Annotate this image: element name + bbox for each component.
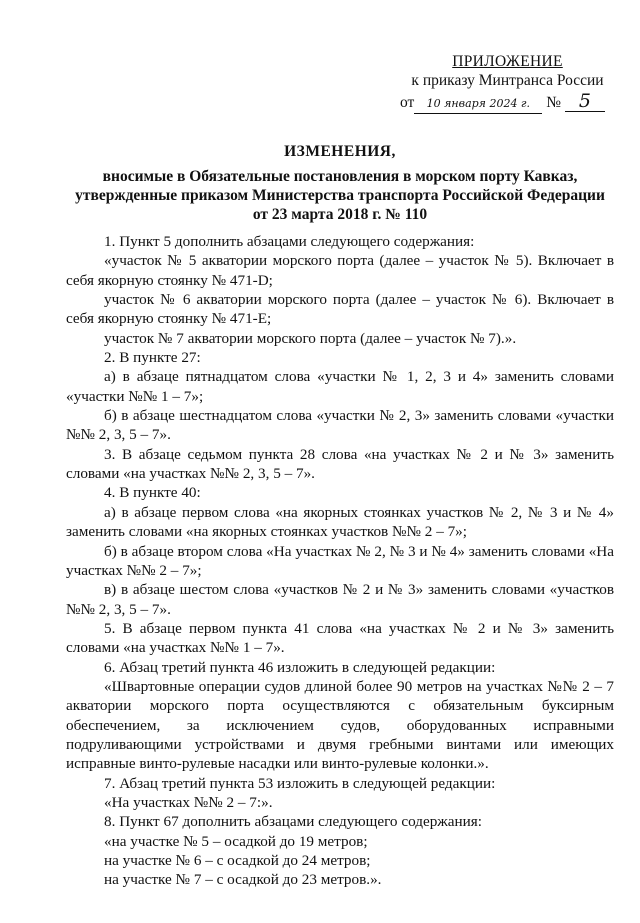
heading-line-3: от 23 марта 2018 г. № 110 (252, 206, 428, 223)
paragraph: участок № 7 акватории морского порта (далее – участок № 7).». (104, 329, 517, 347)
appendix-date-number-line (400, 92, 615, 114)
paragraph: участок № 6 акватории морского порта (далее – участок № 6). Включает в себя якорную стоянку № 471-E; (66, 291, 614, 328)
appendix-order-ref: к приказу Минтранса России (411, 72, 604, 89)
paragraph: б) в абзаце шестнадцатом слова «участки № 2, 3» заменить словами «участки №№ 2, 3, 5 – 7». (66, 407, 614, 444)
from-label: от (400, 94, 415, 111)
heading-title: ИЗМЕНЕНИЯ, (284, 143, 396, 160)
appendix-title: ПРИЛОЖЕНИЕ (452, 53, 563, 70)
paragraph: 8. Пункт 67 дополнить абзацами следующего содержания: (104, 813, 482, 831)
paragraph: «на участке № 5 – осадкой до 19 метров; (104, 832, 368, 850)
paragraph: на участке № 6 – с осадкой до 24 метров; (104, 852, 371, 869)
handwritten-date: 10 января 2024 г. (414, 94, 542, 114)
paragraph: на участке № 7 – с осадкой до 23 метров.». (104, 871, 382, 889)
paragraph: «участок № 5 акватории морского порта (далее – участок № 5). Включает в себя якорную стоянку № 471-D; (66, 252, 614, 289)
paragraph: «На участках №№ 2 – 7:». (104, 793, 273, 811)
appendix-block (400, 52, 615, 114)
paragraph: б) в абзаце втором слова «На участках № 2, № 3 и № 4» заменить словами «На участках №№ 2 – 7»; (66, 542, 614, 579)
document-body (66, 232, 614, 890)
number-label: № (546, 94, 561, 111)
paragraph: 4. В пункте 40: (104, 484, 201, 502)
heading-line-1: вносимые в Обязательные постановления в морском порту Кавказ, (102, 168, 578, 185)
paragraph: «Швартовные операции судов длиной более 90 метров на участках №№ 2 – 7 акватории морского порта осуществляются с обязательным буксирным обеспечением, за исключением судов, оборудованных исправными подруливающими устройствами и двумя гребными винтами или имеющих исправные винто-рулевые насадки или винто-рулевые колонки.». (66, 677, 614, 773)
paragraph: 2. В пункте 27: (104, 349, 201, 367)
paragraph: 5. В абзаце первом пункта 41 слова «на участках № 2 и № 3» заменить словами «на участках №№ 1 – 7». (66, 619, 614, 657)
paragraph: 3. В абзаце седьмом пункта 28 слова «на участках № 2 и № 3» заменить словами «на участках №№ 2, 3, 5 – 7». (66, 445, 614, 483)
paragraph: 1. Пункт 5 дополнить абзацами следующего содержания: (104, 233, 475, 250)
paragraph: 6. Абзац третий пункта 46 изложить в следующей редакции: (104, 658, 496, 676)
paragraph: в) в абзаце шестом слова «участков № 2 и № 3» заменить словами «участков №№ 2, 3, 5 – 7». (66, 581, 614, 618)
heading-line-2: утвержденные приказом Министерства транспорта Российской Федерации (75, 187, 605, 204)
paragraph: а) в абзаце первом слова «на якорных стоянках участков № 2, № 3 и № 4» заменить словами «на якорных стоянках участков №№ 2 – 7»; (66, 503, 614, 541)
paragraph: 7. Абзац третий пункта 53 изложить в следующей редакции: (104, 774, 496, 792)
document-heading (60, 142, 620, 224)
handwritten-number: 5 (565, 92, 605, 112)
paragraph: а) в абзаце пятнадцатом слова «участки № 1, 2, 3 и 4» заменить словами «участки №№ 1 – 7»; (66, 368, 614, 405)
